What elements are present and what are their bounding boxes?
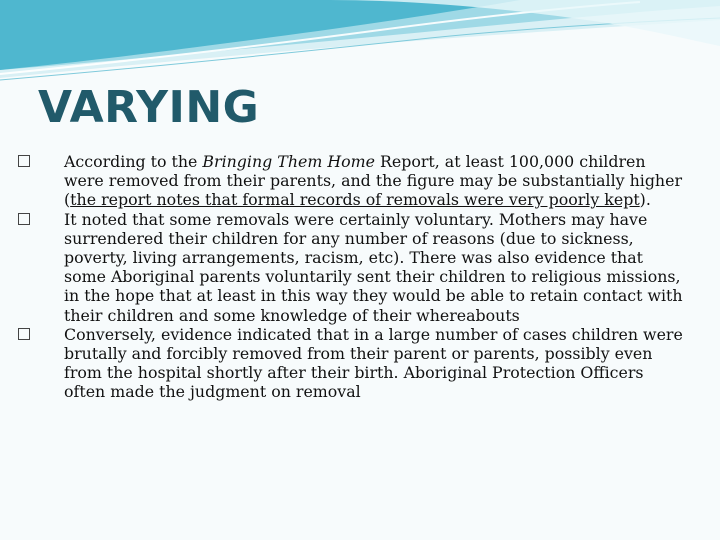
report-title: Bringing Them Home [202, 152, 375, 171]
bullet-item-3 [18, 325, 688, 402]
underlined-note: the report notes that formal records of removals were very poorly kept [70, 190, 640, 210]
square-bullet-icon [18, 213, 30, 225]
bullet-1-text-a: According to the [64, 152, 203, 171]
bullet-3-text: Conversely, evidence indicated that in a large number of cases children were brutally and forcibly removed from their parent or parents, possibly even from the hospital shortly after their birth. Aboriginal Protection Officers often made the judgment on removal [64, 324, 683, 402]
square-bullet-icon [18, 328, 30, 340]
bullet-list [18, 152, 688, 402]
bullet-2-text: It noted that some removals were certainly voluntary. Mothers may have surrendered their children for any number of reasons (due to sickness, poverty, living arrangements, racism, etc). There was also evidence that some Aboriginal parents voluntarily sent their children to religious missions, in the hope that at least in this way they would be able to retain contact with their children and some knowledge of their whereabouts [64, 209, 683, 325]
bullet-1-text-c: ). [639, 190, 651, 210]
bullet-1-text-b: Report, at least 100,000 children were removed from their parents, and the figure may be substantially higher ( [64, 152, 682, 210]
header-wave-decoration [0, 0, 720, 90]
bullet-item-2 [18, 210, 688, 325]
square-bullet-icon [18, 155, 30, 167]
bullet-item-1 [18, 152, 688, 210]
slide-title: VARYING [38, 82, 260, 133]
